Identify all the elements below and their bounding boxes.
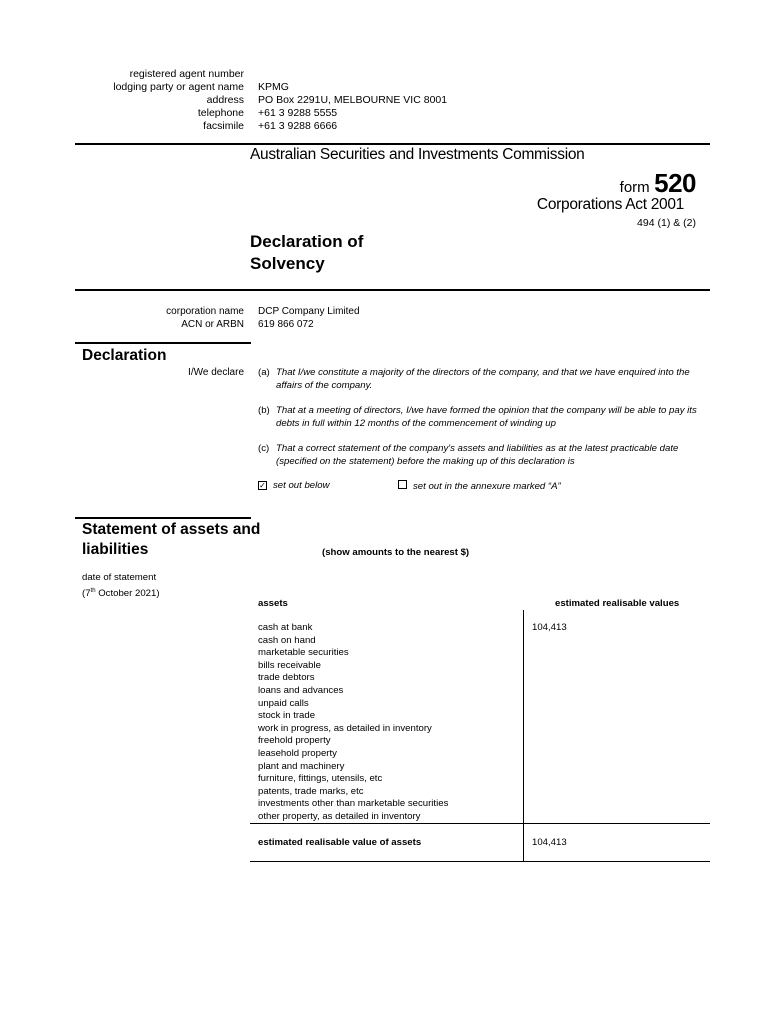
title-rule [75, 289, 710, 291]
date-value: (7th October 2021) [82, 587, 160, 599]
asset-item: plant and machinery [258, 760, 345, 772]
page-title-line2: Solvency [250, 254, 325, 273]
declare-label: I/We declare [188, 367, 244, 378]
label-corporation-name: corporation name [166, 306, 244, 317]
statement-heading-line1: Statement of assets and [82, 521, 261, 538]
label-lodging-party: lodging party or agent name [113, 81, 244, 93]
label-telephone: telephone [197, 107, 244, 119]
asset-item: loans and advances [258, 684, 344, 696]
option-set-out-below-label: set out below [273, 480, 330, 491]
statement-rule [75, 517, 251, 519]
checkbox-checked-icon[interactable]: ✓ [259, 481, 266, 490]
total-rule-bottom [250, 861, 710, 862]
corporation-labels [100, 305, 244, 331]
asset-item: leasehold property [258, 747, 337, 759]
clause-c-text: That a correct statement of the company's assets and liabilities as at the latest practicable date (specified on the statement) before the making up of this declaration is [276, 443, 679, 467]
label-registered-agent-number: registered agent number [129, 68, 244, 80]
assets-column-header: assets [258, 598, 288, 609]
clause-a-mark: (a) [258, 367, 270, 378]
page-title [250, 231, 363, 275]
values-column-header: estimated realisable values [555, 598, 680, 609]
form-word: form [619, 179, 650, 196]
clause-c-mark: (c) [258, 443, 270, 454]
lodging-address: PO Box 2291U, MELBOURNE VIC 8001 [258, 94, 448, 106]
commission-name: Australian Securities and Investments Commission [250, 146, 585, 163]
declaration-rule [75, 342, 251, 344]
clause-b-text: That at a meeting of directors, I/we have formed the opinion that the company will be able to pay its debts in full within 12 months of the commencement of winding up [276, 405, 697, 429]
page-title-line1: Declaration of [250, 232, 364, 251]
clause-b [258, 404, 710, 430]
corporation-acn: 619 866 072 [258, 319, 314, 330]
label-address: address [206, 94, 244, 106]
asset-list [258, 622, 448, 824]
amounts-note: (show amounts to the nearest $) [322, 547, 470, 558]
asset-item: stock in trade [258, 710, 316, 722]
statement-date [82, 572, 160, 600]
asset-item: cash at bank [258, 622, 313, 633]
column-divider [523, 610, 524, 862]
label-acn: ACN or ARBN [181, 319, 244, 330]
option-annexure[interactable] [398, 480, 561, 492]
lodging-values [258, 81, 447, 133]
asset-item: unpaid calls [258, 697, 309, 709]
option-annexure-label: set out in the annexure marked “A” [413, 481, 561, 492]
asset-item: cash on hand [258, 634, 316, 646]
clause-a-text: That I/we constitute a majority of the directors of the company, and that we have enquired into the affairs of the company. [276, 367, 690, 391]
total-label: estimated realisable value of assets [258, 837, 422, 848]
checkbox-empty-icon[interactable] [398, 480, 407, 489]
clause-a [258, 366, 710, 392]
corporation-name: DCP Company Limited [258, 306, 360, 317]
date-label: date of statement [82, 572, 157, 583]
total-value: 104,413 [532, 837, 567, 848]
statement-heading [82, 520, 260, 560]
asset-item: work in progress, as detailed in inventory [258, 722, 432, 734]
asset-item: trade debtors [258, 672, 315, 684]
cash-at-bank-value: 104,413 [532, 622, 567, 633]
asset-item: freehold property [258, 735, 331, 747]
asset-item: investments other than marketable securities [258, 798, 449, 810]
asset-item: furniture, fittings, utensils, etc [258, 773, 383, 785]
asset-item: bills receivable [258, 659, 321, 671]
total-rule-top [250, 823, 710, 824]
form-number: 520 [654, 168, 696, 198]
corporation-values [258, 305, 360, 331]
statement-heading-line2: liabilities [82, 541, 149, 558]
lodging-telephone: +61 3 9288 5555 [258, 107, 338, 119]
act-name: Corporations Act 2001 [536, 196, 684, 213]
asset-item: marketable securities [258, 647, 349, 659]
form-number-line [620, 168, 696, 199]
declaration-heading: Declaration [82, 347, 167, 364]
clause-c [258, 442, 710, 468]
option-set-out-below[interactable] [258, 480, 330, 491]
clause-b-mark: (b) [258, 405, 270, 416]
asset-item: patents, trade marks, etc [258, 785, 364, 797]
label-facsimile: facsimile [203, 120, 244, 132]
lodging-party-name: KPMG [258, 81, 289, 93]
lodging-facsimile: +61 3 9288 6666 [258, 120, 338, 132]
act-sections: 494 (1) & (2) [637, 217, 696, 229]
lodging-labels [60, 68, 244, 133]
header-rule [75, 143, 710, 145]
asset-item: other property, as detailed in inventory [258, 810, 421, 822]
